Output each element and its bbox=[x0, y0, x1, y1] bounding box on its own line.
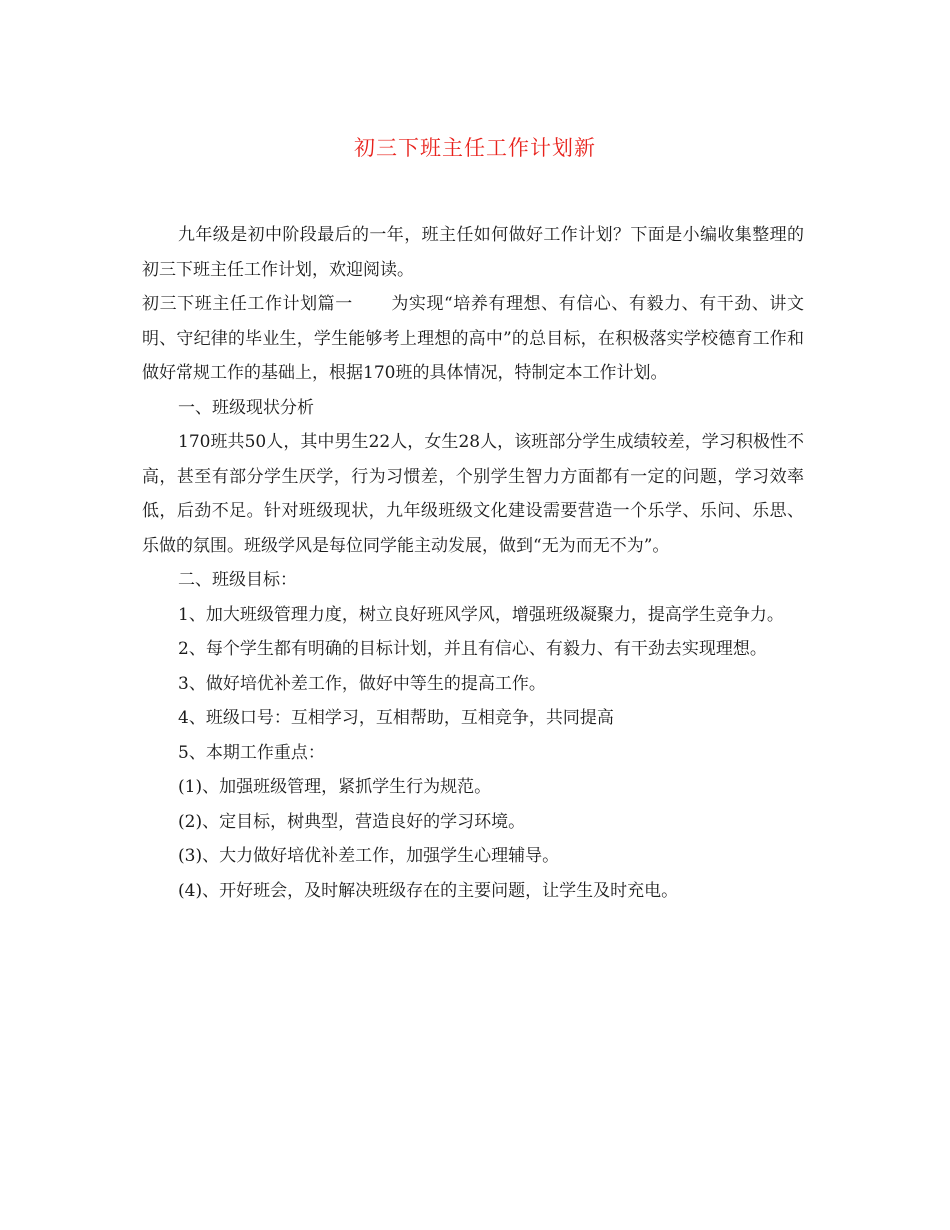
part-paragraph bbox=[142, 287, 804, 391]
goal-item: 4、班级口号：互相学习，互相帮助，互相竞争，共同提高 bbox=[178, 708, 614, 728]
document-title: 初三下班主任工作计划新 bbox=[354, 136, 596, 160]
document-body bbox=[142, 218, 804, 908]
goal-item: 3、做好培优补差工作，做好中等生的提高工作。 bbox=[178, 673, 546, 694]
section1-paragraph: 170班共50人，其中男生22人，女生28人，该班部分学生成绩较差，学习积极性不高，甚至有部分学生厌学，行为习惯差，个别学生智力方面都有一定的问题，学习效率低，后劲不足。针对班级现状，九年级班级文化建设需要营造一个乐学、乐问、乐思、乐做的氛围。班级学风是每位同学能主动发展，做到“无为而无不为”。 bbox=[142, 432, 804, 556]
focus-item: (3)、大力做好培优补差工作，加强学生心理辅导。 bbox=[178, 846, 560, 866]
part-heading: 初三下班主任工作计划篇一 bbox=[142, 294, 353, 314]
focus-item: (2)、定目标，树典型，营造良好的学习环境。 bbox=[178, 811, 526, 832]
focus-item: (1)、加强班级管理，紧抓学生行为规范。 bbox=[178, 777, 492, 797]
goal-item: 1、加大班级管理力度，树立良好班风学风，增强班级凝聚力，提高学生竞争力。 bbox=[178, 604, 784, 625]
focus-item: (4)、开好班会，及时解决班级存在的主要问题，让学生及时充电。 bbox=[178, 880, 679, 901]
intro-paragraph: 九年级是初中阶段最后的一年，班主任如何做好工作计划？下面是小编收集整理的初三下班主任工作计划，欢迎阅读。 bbox=[142, 225, 804, 280]
goal-item: 2、每个学生都有明确的目标计划，并且有信心、有毅力、有干劲去实现理想。 bbox=[178, 639, 767, 659]
goal-item: 5、本期工作重点： bbox=[178, 742, 325, 763]
section2-heading: 二、班级目标： bbox=[178, 570, 297, 590]
part-text: 为实现“培养有理想、有信心、有毅力、有干劲、讲文明、守纪律的毕业生，学生能够考上理想的高中”的总目标，在积极落实学校德育工作和做好常规工作的基础上，根据170班的具体情况，特制定本工作计划。 bbox=[142, 294, 804, 383]
section1-heading: 一、班级现状分析 bbox=[178, 397, 314, 418]
